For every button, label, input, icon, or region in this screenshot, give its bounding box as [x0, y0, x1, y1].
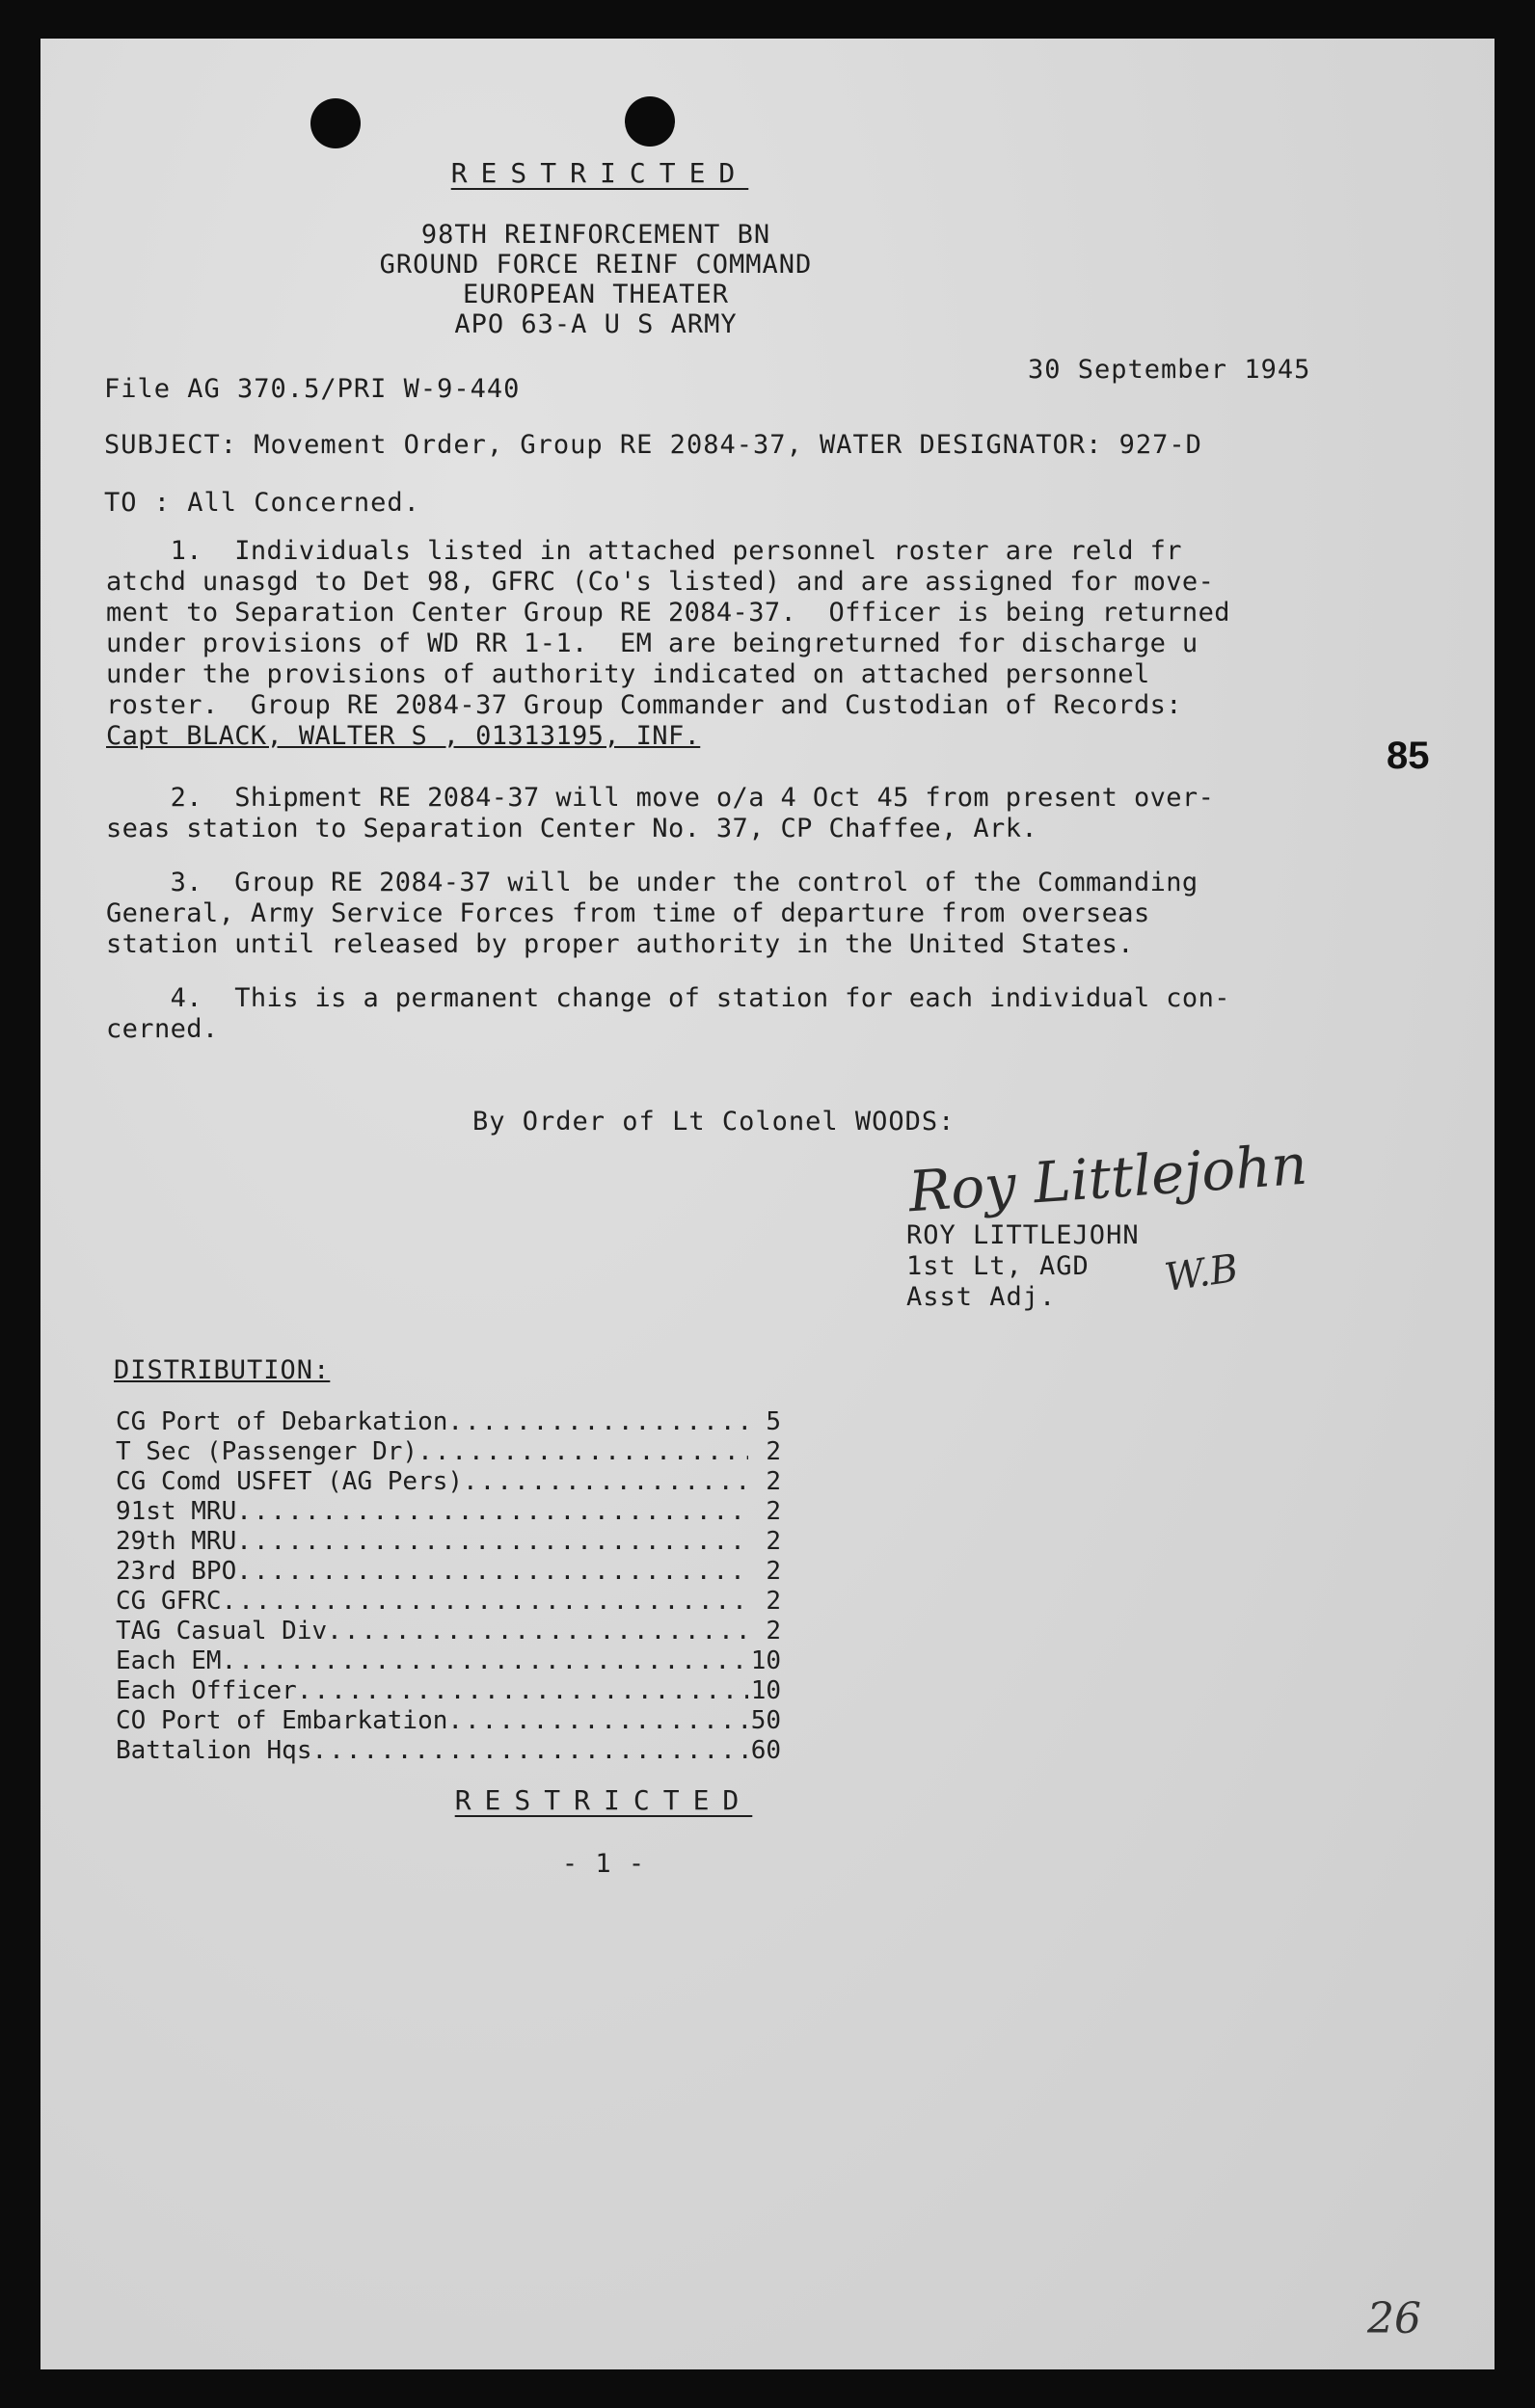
distribution-row — [116, 1646, 781, 1675]
distribution-row — [116, 1527, 781, 1556]
punch-hole-right — [625, 96, 675, 147]
leader-dots — [417, 1437, 748, 1466]
by-order-line: By Order of Lt Colonel WOODS: — [472, 1107, 956, 1137]
signer-rank: 1st Lt, AGD — [906, 1251, 1090, 1281]
distribution-count: 2 — [766, 1617, 781, 1645]
signer-title: Asst Adj. — [906, 1282, 1057, 1312]
handwritten-initials: W.B — [1162, 1245, 1242, 1301]
distribution-row — [116, 1676, 781, 1705]
leader-dots — [463, 1467, 748, 1496]
to-line: TO : All Concerned. — [104, 488, 420, 518]
document-page — [40, 39, 1495, 2369]
paragraph-4: 4. This is a permanent change of station for each individual con- cerned. — [106, 983, 1230, 1044]
page-number: - 1 - — [561, 1849, 646, 1879]
distribution-count: 50 — [750, 1706, 781, 1735]
document-date: 30 September 1945 — [1028, 355, 1311, 385]
distribution-recipient: CG Port of Debarkation — [116, 1407, 448, 1436]
distribution-count: 2 — [766, 1557, 781, 1586]
leader-dots — [312, 1736, 749, 1765]
distribution-count: 10 — [750, 1676, 781, 1705]
unit-line-1: 98TH REINFORCEMENT BN — [420, 220, 771, 250]
leader-dots — [297, 1676, 748, 1705]
distribution-recipient: TAG Casual Div — [116, 1617, 328, 1645]
restricted-heading-bottom: RESTRICTED — [454, 1784, 753, 1816]
distribution-count: 2 — [766, 1497, 781, 1526]
distribution-row — [116, 1617, 781, 1645]
distribution-row — [116, 1497, 781, 1526]
distribution-count: 2 — [766, 1527, 781, 1556]
margin-page-number: 85 — [1387, 735, 1430, 777]
distribution-row — [116, 1587, 781, 1616]
restricted-heading-top: RESTRICTED — [450, 157, 749, 189]
distribution-recipient: 91st MRU — [116, 1497, 237, 1526]
leader-dots — [447, 1407, 748, 1436]
distribution-row — [116, 1557, 781, 1586]
unit-line-3: EUROPEAN THEATER — [462, 280, 730, 309]
distribution-row — [116, 1437, 781, 1466]
distribution-recipient: T Sec (Passenger Dr) — [116, 1437, 418, 1466]
distribution-count: 2 — [766, 1587, 781, 1616]
distribution-count: 10 — [750, 1646, 781, 1675]
leader-dots — [236, 1527, 748, 1556]
paragraph-3: 3. Group RE 2084-37 will be under the control of the Commanding General, Army Service Forces from time of departure from overseas station until released by proper authority in the United States. — [106, 868, 1198, 959]
distribution-row — [116, 1706, 781, 1735]
distribution-recipient: 23rd BPO — [116, 1557, 237, 1586]
distribution-row — [116, 1736, 781, 1765]
custodian-line: Capt BLACK, WALTER S , 01313195, INF. — [106, 721, 701, 751]
punch-hole-left — [310, 98, 361, 148]
distribution-row — [116, 1467, 781, 1496]
signer-name: ROY LITTLEJOHN — [906, 1220, 1140, 1250]
file-reference: File AG 370.5/PRI W-9-440 — [104, 374, 521, 404]
leader-dots — [236, 1557, 748, 1586]
distribution-row — [116, 1407, 781, 1436]
distribution-recipient: Each Officer — [116, 1676, 297, 1705]
leader-dots — [222, 1587, 748, 1616]
distribution-recipient: CG GFRC — [116, 1587, 222, 1616]
distribution-count: 2 — [766, 1437, 781, 1466]
subject-line: SUBJECT: Movement Order, Group RE 2084-37, WATER DESIGNATOR: 927-D — [104, 430, 1202, 460]
handwritten-page-number: 26 — [1367, 2294, 1421, 2343]
distribution-count: 2 — [766, 1467, 781, 1496]
distribution-recipient: 29th MRU — [116, 1527, 237, 1556]
paragraph-2: 2. Shipment RE 2084-37 will move o/a 4 Oct 45 from present over- seas station to Separation Center No. 37, CP Chaffee, Ark. — [106, 783, 1215, 843]
leader-dots — [222, 1646, 748, 1675]
distribution-count: 5 — [766, 1407, 781, 1436]
leader-dots — [447, 1706, 748, 1735]
handwritten-signature: Roy Littlejohn — [906, 1131, 1309, 1225]
distribution-heading: DISTRIBUTION: — [114, 1355, 331, 1385]
distribution-recipient: Battalion Hqs — [116, 1736, 312, 1765]
leader-dots — [327, 1617, 748, 1645]
unit-line-2: GROUND FORCE REINF COMMAND — [379, 250, 813, 280]
paragraph-1: 1. Individuals listed in attached personnel roster are reld fr atchd unasgd to Det 98, GFRC (Co's listed) and are assigned for move- ment to Separation Center Group RE 2084-37. Officer is being returned under provisions of WD RR 1-1. EM are beingreturned for discharge u under the provisions of authority indicated on attached personnel roster. Group RE 2084-37 Group Commander and Custodian of Records: — [106, 536, 1230, 720]
unit-line-4: APO 63-A U S ARMY — [454, 309, 738, 339]
distribution-recipient: CG Comd USFET (AG Pers) — [116, 1467, 464, 1496]
distribution-count: 60 — [750, 1736, 781, 1765]
distribution-recipient: CO Port of Embarkation — [116, 1706, 448, 1735]
leader-dots — [236, 1497, 748, 1526]
distribution-recipient: Each EM — [116, 1646, 222, 1675]
